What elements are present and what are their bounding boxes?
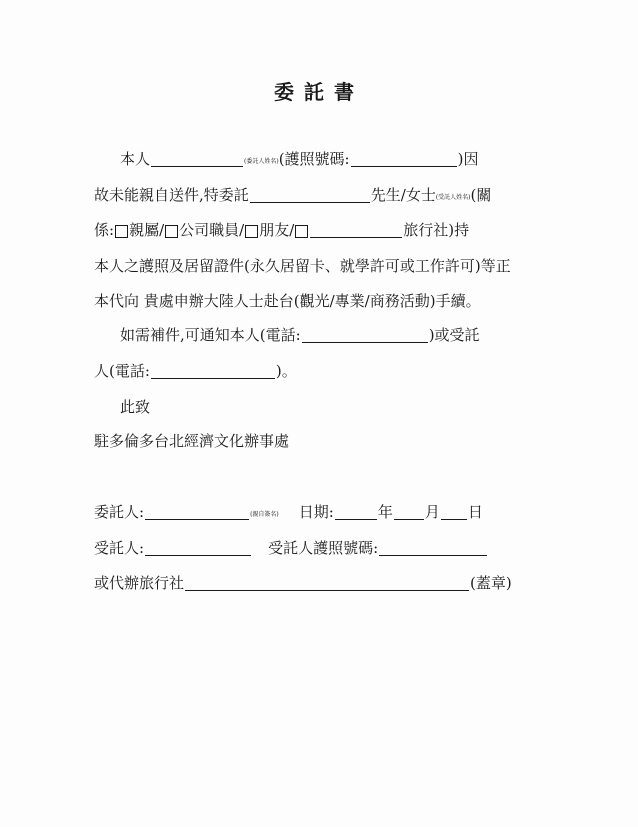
passport-label: (護照號碼:	[278, 150, 350, 168]
relation-label: 係:	[94, 221, 115, 239]
agent-passport-blank[interactable]	[379, 539, 487, 556]
employee-checkbox[interactable]	[165, 225, 178, 238]
year-label: 年	[377, 503, 393, 521]
agent-name-blank[interactable]	[250, 186, 370, 203]
friend-checkbox[interactable]	[245, 225, 258, 238]
para2-line1	[120, 324, 480, 346]
agent-phone-blank[interactable]	[151, 362, 275, 379]
agency-checkbox[interactable]	[295, 225, 308, 238]
para1-line1-end: )因	[457, 150, 479, 168]
closing: 此致	[120, 398, 151, 416]
relative-label: 親屬/	[129, 221, 165, 239]
month-blank[interactable]	[394, 503, 424, 520]
para1-line2-end: (關	[470, 186, 492, 204]
para2-line1-end: )或受託	[428, 326, 480, 344]
contact-intro: 如需補件,可通知本人(電話:	[120, 326, 301, 344]
signature-line3	[94, 572, 512, 594]
mr-ms-label: 先生/女士	[370, 186, 436, 204]
signature-line2	[94, 537, 488, 559]
principal-name-note: (委託人姓名)	[244, 158, 279, 165]
para2-line2	[94, 360, 297, 382]
month-label: 月	[424, 503, 440, 521]
agent-name-note: (受託人姓名)	[435, 194, 471, 201]
para1-line1	[120, 148, 478, 170]
signature-line1	[94, 501, 483, 523]
delegate-intro: 故未能親自送件,特委託	[94, 186, 249, 204]
principal-signature-note: (親自簽名)	[250, 511, 279, 518]
agent-phone-label: 人(電話:	[94, 362, 150, 380]
employee-label: 公司職員/	[179, 221, 245, 239]
agency-signature-blank[interactable]	[185, 574, 469, 591]
para2-line2-end: )。	[275, 362, 297, 380]
principal-label: 委託人:	[94, 503, 145, 521]
date-label: 日期:	[298, 503, 334, 521]
para1-line4: 本人之護照及居留證件(永久居留卡、就學許可或工作許可)等正	[94, 257, 511, 275]
friend-label: 朋友/	[259, 221, 295, 239]
day-blank[interactable]	[441, 503, 467, 520]
para1-line3	[94, 219, 469, 241]
principal-intro: 本人	[120, 150, 151, 168]
agent-label: 受託人:	[94, 539, 145, 557]
principal-phone-blank[interactable]	[302, 326, 428, 343]
day-label: 日	[467, 503, 483, 521]
relative-checkbox[interactable]	[115, 225, 128, 238]
agency-name-blank[interactable]	[310, 221, 402, 238]
agent-passport-label: 受託人護照號碼:	[268, 539, 379, 557]
para1-line5: 本代向 貴處申辦大陸人士赴台(觀光/專業/商務活動)手續。	[94, 292, 481, 310]
para1-line2	[94, 184, 491, 206]
recipient: 駐多倫多台北經濟文化辦事處	[94, 432, 290, 450]
seal-label: (蓋章)	[470, 574, 512, 592]
principal-name-blank[interactable]	[151, 150, 243, 167]
principal-signature-blank[interactable]	[145, 503, 249, 520]
document-title: 委託書	[274, 80, 364, 104]
agent-signature-blank[interactable]	[145, 539, 251, 556]
agency-label: 旅行社)持	[403, 221, 470, 239]
year-blank[interactable]	[335, 503, 377, 520]
agency-signature-label: 或代辦旅行社	[94, 574, 185, 592]
passport-number-blank[interactable]	[351, 150, 457, 167]
